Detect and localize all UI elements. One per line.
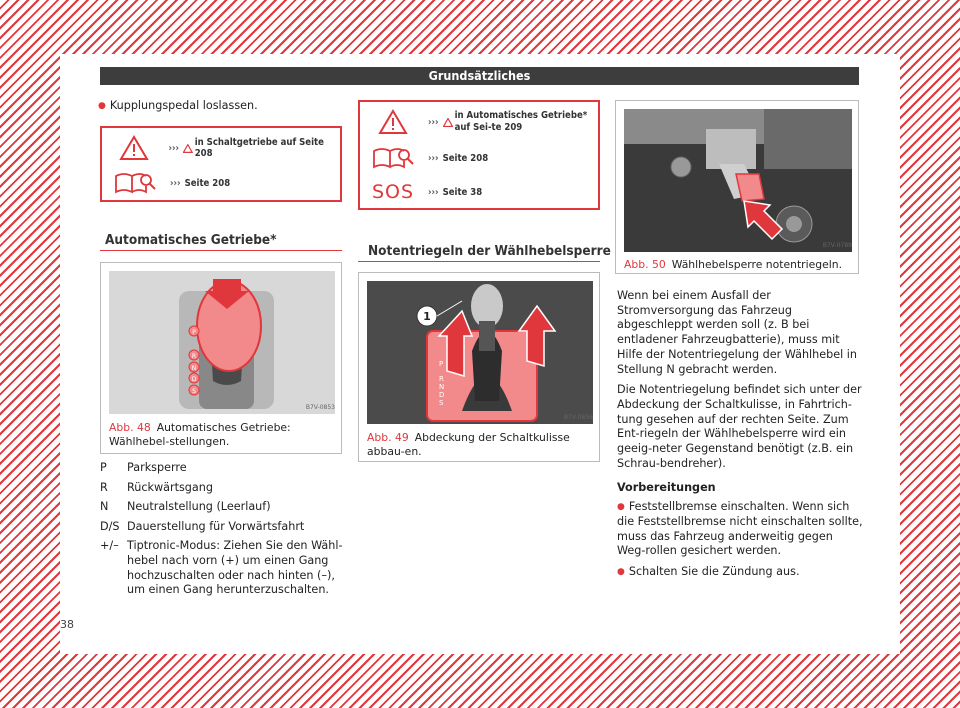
definition-row: [100, 481, 345, 496]
warning-triangle-icon: [110, 134, 158, 162]
definition-text: Tiptronic-Modus: Ziehen Sie den Wähl-hebel nach vorn (+) um einen Gang hochzuschalten oder nach hinten (–), um einen Gang herunterzuschalten.: [127, 539, 343, 597]
sos-label: SOS: [371, 181, 415, 203]
svg-text:P: P: [192, 329, 196, 336]
definition-row: [100, 520, 345, 535]
warnbox-left-link-1[interactable]: in Schaltgetriebe auf Seite 208: [194, 137, 324, 159]
definition-key: R: [100, 480, 108, 494]
bullet-item: ● Schalten Sie die Zündung aus.: [617, 565, 863, 580]
inline-warning-icon: [183, 144, 193, 153]
paragraph: Wenn bei einem Ausfall der Stromversorgung das Fahrzeug abgeschleppt werden soll (z. B bei entladener Fahrzeugbatterie), muss mit Hilfe der Notentriegelung der Wählhebel in Stellung N gebracht werden.: [617, 289, 857, 376]
gear-cover-illustration: [367, 281, 593, 424]
figure-48-text: Automatisches Getriebe: Wählhebel-stellungen.: [109, 421, 291, 448]
definition-text: Parksperre: [127, 461, 187, 474]
gear-letter: D: [439, 391, 445, 399]
section-title-notentriegeln: Notentriegeln der Wählhebelsperre: [368, 243, 611, 259]
definition-key: +/–: [100, 539, 119, 553]
figure-49-text: Abdeckung der Schaltkulisse abbau-en.: [367, 431, 570, 458]
figure-48-code: B7V-0853: [305, 404, 335, 411]
figure-50-caption: [624, 258, 852, 272]
definition-row: [100, 461, 345, 476]
figure-49-code: B7V-0856: [563, 414, 593, 421]
section-divider: [358, 261, 600, 262]
bullet-item: ● Feststellbremse einschalten. Wenn sich die Feststellbremse nicht einschalten sollte, muss das Fahrzeug anderweitig gegen Weg-rollen gesichert werden.: [617, 500, 863, 559]
section-divider: [100, 250, 342, 251]
gear-selector-illustration: [109, 271, 335, 414]
definition-text: Dauerstellung für Vorwärtsfahrt: [127, 519, 305, 533]
figure-49: [358, 272, 600, 462]
figure-48-label: Abb. 48: [109, 421, 151, 434]
definition-list: [100, 461, 345, 603]
svg-text:R: R: [191, 353, 197, 360]
figure-48-caption: [109, 421, 335, 448]
definition-row: [100, 500, 345, 515]
page-number: 38: [60, 618, 74, 631]
page-header: Grundsätzliches: [100, 67, 859, 85]
warning-triangle-icon: [368, 108, 418, 136]
gear-letter: S: [439, 399, 444, 407]
inline-warning-icon: [443, 118, 453, 127]
figure-48: [100, 262, 342, 454]
warning-box-middle: ››› in Automatisches Getriebe* auf Sei-te 209 ››› Seite 208 SOS ››› Seite 38: [358, 100, 600, 210]
figure-49-caption: [367, 431, 593, 458]
right-text: [617, 289, 863, 586]
warning-box-left: ››› in Schaltgetriebe auf Seite 208 ››› Seite 208: [100, 126, 342, 202]
section-title-automatic: Automatisches Getriebe*: [105, 232, 277, 248]
svg-text:N: N: [191, 365, 197, 372]
definition-key: P: [100, 461, 107, 474]
book-magnifier-icon: [110, 169, 160, 197]
gear-letter: N: [439, 383, 445, 391]
figure-50-text: Wählhebelsperre notentriegeln.: [671, 258, 843, 271]
definition-row: [100, 539, 345, 597]
book-magnifier-icon: [368, 144, 418, 172]
definition-key: N: [100, 500, 109, 514]
gear-letter: P: [439, 360, 444, 368]
figure-50: [615, 100, 859, 274]
subheading-vorbereitungen: Vorbereitungen: [617, 481, 716, 495]
bullet-clutch: ● Kupplungspedal loslassen.: [98, 99, 343, 114]
svg-text:S: S: [192, 388, 196, 395]
figure-49-label: Abb. 49: [367, 431, 409, 444]
definition-text: Rückwärtsgang: [127, 480, 213, 494]
definition-key: D/S: [100, 519, 120, 533]
warnbox-middle-link-3[interactable]: Seite 38: [442, 186, 483, 198]
sos-icon: [368, 178, 418, 206]
figure-50-code: B7V-0789: [822, 242, 852, 249]
definition-text: Neutralstellung (Leerlauf): [127, 500, 271, 514]
selector-lock-illustration: [624, 109, 852, 252]
paragraph: Die Notentriegelung befindet sich unter der Abdeckung der Schaltkulisse, in Fahrtrich-tung gesehen auf der rechten Seite. Zum Ent-riegeln der Wählhebelsperre wird ein geeig-neter Gegenstand benötigt (z.B. ein Schrau-bendreher).: [617, 383, 862, 470]
gear-letter: R: [439, 375, 444, 383]
warnbox-middle-link-1[interactable]: in Automatisches Getriebe* auf Sei-te 209: [454, 110, 588, 133]
warnbox-middle-link-2[interactable]: Seite 208: [442, 152, 489, 164]
warnbox-left-link-2[interactable]: Seite 208: [184, 177, 231, 189]
callout-number: 1: [423, 310, 431, 323]
figure-50-label: Abb. 50: [624, 258, 666, 271]
svg-text:D: D: [191, 376, 197, 383]
